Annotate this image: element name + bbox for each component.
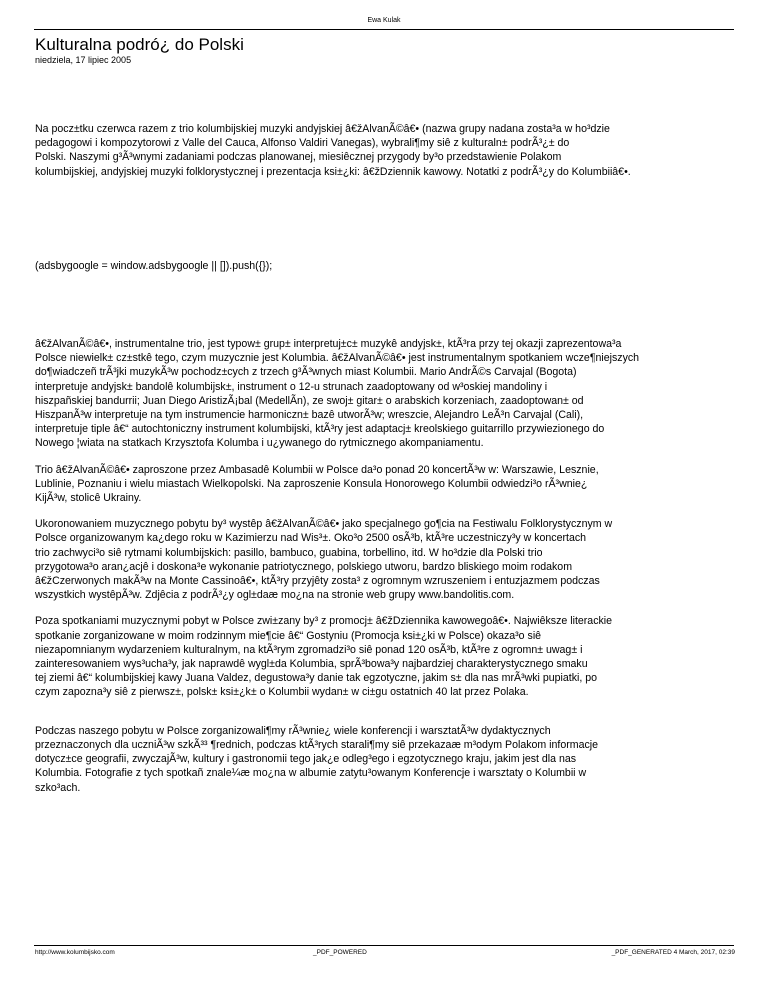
paragraph-workshops: Podczas naszego pobytu w Polsce zorganizowali¶my rÃ³wnie¿ wiele konferencji i warsztatÃ³w dydaktycznych przeznaczonych dla uczniÃ³w szkÃ³³ ¶rednich, podczas ktÃ³rych starali¶my siê przekazaæ m³odym Polakom informacje dotycz±ce geografii, zwyczajÃ³w, kultury i gastronomii tego jak¿e odleg³ego i egzotycznego kraju, jakim jest dla nas Kolumbia. Fotografie z tych spotkañ znale¼æ mo¿na w albumie zatytu³owanym Konferencje i warsztaty o Kolumbii w szko³ach.: [35, 724, 599, 794]
article-body: [35, 122, 768, 795]
spacer: [35, 505, 768, 517]
article-date: niedziela, 17 lipiec 2005: [35, 55, 132, 65]
spacer: [35, 451, 768, 463]
spacer: [35, 602, 768, 614]
paragraph-intro: Na pocz±tku czerwca razem z trio kolumbijskiej muzyki andyjskiej â€žAlvanÃ©â€• (nazwa grupy nadana zosta³a w ho³dzie pedagogowi i kompozytorowi z Valle del Cauca, Alfonso Valdiri Vanegas), wybrali¶my siê z kulturaln± podrÃ³¿± do Polski. Naszymi g³Ã³wnymi zadaniami podczas planowanej, miesiêcznej przygody by³o przedstawienie Polakom kolumbijskiej, andyjskiej muzyki folklorystycznej i prezentacja ksi±¿ki: â€žDziennik kawowy. Notatki z podrÃ³¿y do Kolumbiiâ€•.: [35, 123, 631, 178]
footer-powered: _PDF_POWERED: [313, 949, 367, 956]
paragraph-festival: Ukoronowaniem muzycznego pobytu by³ wystêp â€žAlvanÃ©â€• jako specjalnego go¶cia na Festiwalu Folklorystycznym w Polsce organizowanym ka¿dego roku w Kazimierzu nad Wis³±. Oko³o 2500 osÃ³b, ktÃ³re uczestniczy³y w koncertach trio zachwyci³o siê rytmami kolumbijskich: pasillo, bambuco, guabina, torbellino, itd. W ho³dzie dla Polski trio przygotowa³o aran¿acjê i doskona³e wykonanie patriotycznego, polskiego utworu, bardzo bliskiego moim rodakom â€žCzerwonych makÃ³w na Monte Cassinoâ€•, ktÃ³ry przyjêty zosta³ z ogromnym wzruszeniem i entuzjazmem podczas wszystkich wystêpÃ³w. Zdjêcia z podrÃ³¿y ogl±daæ mo¿na na stronie web grupy www.bandolitis.com.: [35, 518, 613, 602]
paragraph-alvane: â€žAlvanÃ©â€•, instrumentalne trio, jest typow± grup± interpretuj±c± muzykê andyjsk±, ktÃ³ra przy tej okazji zaprezentowa³a Polsce niewielk± cz±stkê tego, czym muzycznie jest Kolumbia. â€žAlvanÃ©â€• jest instrumentalnym spotkaniem wcze¶niejszych do¶wiadczeñ trÃ³jki muzykÃ³w pochodz±cych z trzech g³Ã³wnych miast Kolumbii. Mario AndrÃ©s Carvajal (Bogota) interpretuje andyjsk± bandolê kolumbijsk±, instrument o 12-u strunach zaadoptowany od w³oskiej mandoliny i hiszpañskiej bandurrii; Juan Diego AristizÃ¡bal (MedellÃn), ze swoj± gitar± o arabskich korzeniach, zaadoptowan± od HiszpanÃ³w interpretuje na tym instrumencie harmoniczn± bazê utworÃ³w; wreszcie, Alejandro LeÃ³n Carvajal (Cali), interpretuje tiple â€“ autochtoniczny instrument kolumbijski, ktÃ³ry jest adaptacj± kreolskiego guitarrillo przywiezionego do Nowego ¦wiata na statkach Krzysztofa Kolumba i u¿ywanego do rytmicznego akompaniamentu.: [35, 338, 640, 450]
footer-generated: _PDF_GENERATED 4 March, 2017, 02:39: [611, 949, 735, 956]
paragraph-concerts: Trio â€žAlvanÃ©â€• zaproszone przez Ambasadê Kolumbii w Polsce da³o ponad 20 koncertÃ³w w: Warszawie, Lesznie, Lublinie, Poznaniu i wielu miastach Wielkopolski. Na zaproszenie Konsula Honorowego Kolumbii odwiedzi³o rÃ³wnie¿ KijÃ³w, stolicê Ukrainy.: [35, 463, 599, 505]
footer-divider: [34, 945, 734, 946]
footer-url: http://www.kolumbijsko.com: [35, 949, 115, 956]
page-footer: [35, 949, 735, 959]
header-divider: [34, 29, 734, 30]
page-author: Ewa Kulak: [367, 17, 401, 24]
spacer: [35, 700, 768, 724]
article-title: Kulturalna podró¿ do Polski: [35, 35, 244, 54]
paragraph-book-promotion: Poza spotkaniami muzycznymi pobyt w Polsce zwi±zany by³ z promocj± â€žDziennika kawowegoâ€•. Najwiêksze literackie spotkanie zorganizowane w moim rodzinnym mie¶cie â€“ Gostyniu (Promocja ksi±¿ki w Polsce) okaza³o siê niezapomnianym wydarzeniem kulturalnym, na ktÃ³rym zgromadzi³o siê ponad 120 osÃ³b, ktÃ³re z ogromn± uwag± i zainteresowaniem wys³ucha³y, jak naprawdê wygl±da Kolumbia, sprÃ³bowa³y najbardziej charakterystycznego smaku tej ziemi â€“ kolumbijskiej kawy Juana Valdez, degustowa³y danie tak egzotyczne, jakim s± dla nas mrÃ³wki pupiatki, po czym zapozna³y siê z pierwsz±, polsk± ksi±¿k± o Kolumbii wydan± w ci±gu ostatnich 40 lat przez Polaka.: [35, 615, 613, 699]
spacer: [35, 273, 768, 337]
ad-script-text: (adsbygoogle = window.adsbygoogle || []).push({});: [35, 259, 273, 272]
spacer: [35, 179, 768, 259]
